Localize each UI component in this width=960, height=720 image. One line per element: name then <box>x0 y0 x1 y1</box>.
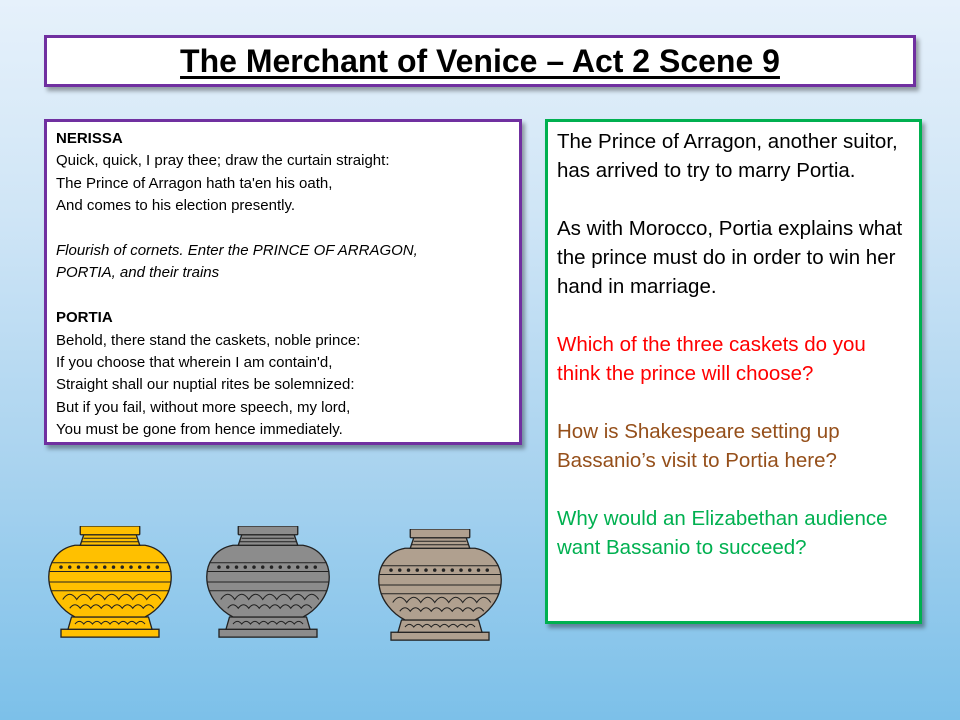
script-extract-box <box>44 119 522 445</box>
speaker-portia: PORTIA <box>56 309 113 327</box>
script-line: The Prince of Arragon hath ta'en his oath, <box>56 174 333 192</box>
script-line: You must be gone from hence immediately. <box>56 421 343 439</box>
script-line: And comes to his election presently. <box>56 197 296 215</box>
script-line: Behold, there stand the caskets, noble prince: <box>56 331 361 349</box>
script-line: If you choose that wherein I am contain'd, <box>56 354 333 372</box>
speaker-nerissa: NERISSA <box>56 130 123 147</box>
questions-box <box>545 119 922 624</box>
gold-casket-icon <box>40 526 180 638</box>
question-shakespeare: How is Shakespeare setting up Bassanio’s visit to Portia here? <box>557 420 840 472</box>
slide-title: The Merchant of Venice – Act 2 Scene 9 <box>180 42 780 79</box>
stage-direction: PORTIA, and their trains <box>56 264 220 282</box>
explanation-text: As with Morocco, Portia explains what the prince must do in order to win her hand in marriage. <box>557 217 903 298</box>
summary-text: The Prince of Arragon, another suitor, has arrived to try to marry Portia. <box>557 130 898 182</box>
silver-casket-icon <box>198 526 338 638</box>
lead-casket-icon <box>370 529 510 641</box>
question-audience: Why would an Elizabethan audience want Bassanio to succeed? <box>557 507 888 559</box>
script-line: Quick, quick, I pray thee; draw the curtain straight: <box>56 152 390 170</box>
title-box <box>44 35 916 87</box>
script-line: But if you fail, without more speech, my lord, <box>56 398 351 416</box>
stage-direction: Flourish of cornets. Enter the PRINCE OF ARRAGON, <box>56 242 418 260</box>
question-caskets: Which of the three caskets do you think the prince will choose? <box>557 333 866 385</box>
script-line: Straight shall our nuptial rites be solemnized: <box>56 376 355 394</box>
